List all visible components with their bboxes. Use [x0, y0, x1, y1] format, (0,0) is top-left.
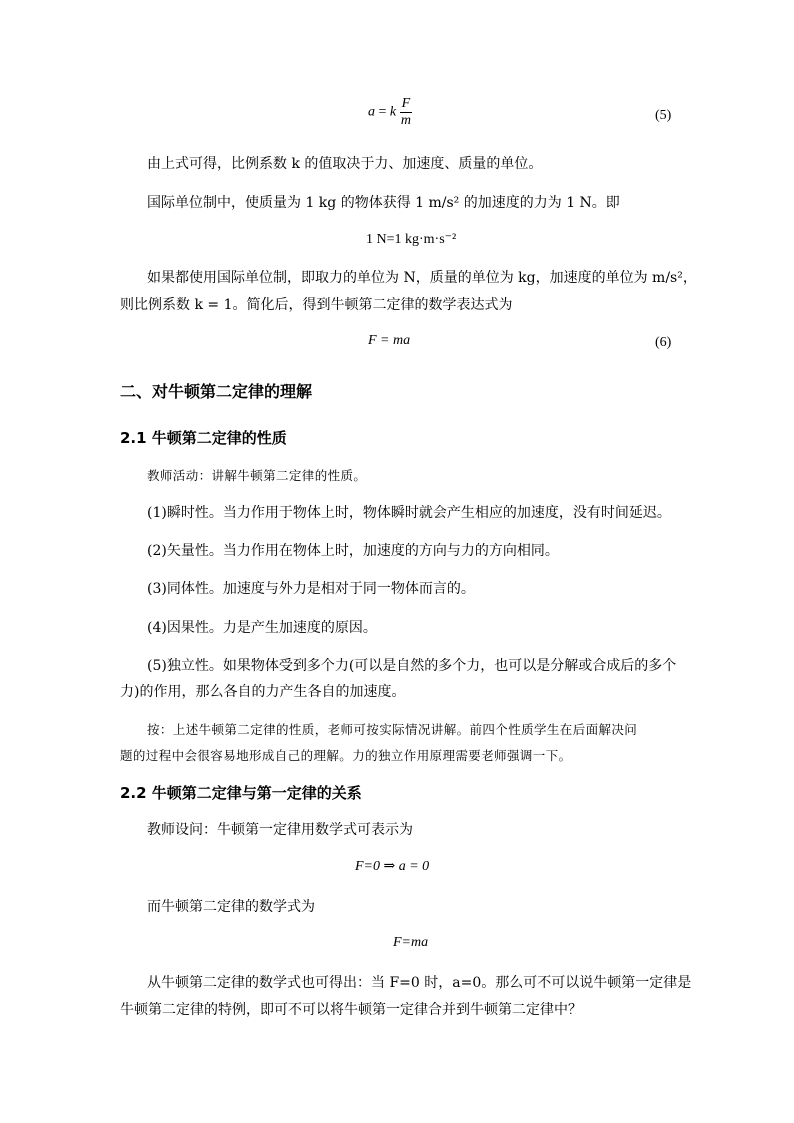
property-2: (2)矢量性。当力作用在物体上时，加速度的方向与力的方向相同。: [147, 543, 559, 559]
eq5-equals: =: [378, 104, 387, 120]
eq5-numerator: F: [401, 96, 411, 111]
equation-5-label: (5): [655, 108, 672, 123]
paragraph-si-definition: 国际单位制中，使质量为 1 kg 的物体获得 1 m/s² 的加速度的力为 1 N。即: [147, 195, 620, 211]
teacher-activity: 教师活动：讲解牛顿第二定律的性质。: [147, 468, 367, 483]
paragraph-second-law-formula: 而牛顿第二定律的数学式为: [147, 899, 315, 915]
note-line-1: 按：上述牛顿第二定律的性质，老师可按实际情况讲解。前四个性质学生在后面解决问: [147, 722, 638, 737]
equation-6-label: (6): [655, 335, 672, 350]
eq5-k: k: [389, 104, 397, 120]
property-1: (1)瞬时性。当力作用于物体上时，物体瞬时就会产生相应的加速度，没有时间延迟。: [147, 505, 671, 521]
closing-question-line2: 牛顿第二定律的特例，即可不可以将牛顿第一定律合并到牛顿第二定律中？: [120, 1002, 582, 1018]
equation-unit-newton: 1 N=1 kg·m·s⁻²: [366, 232, 457, 247]
eq5-fraction: [400, 96, 413, 129]
subsection-heading-2-2: 2.2 牛顿第二定律与第一定律的关系: [120, 784, 362, 802]
equation-6: F = ma: [368, 333, 411, 348]
property-4: (4)因果性。力是产生加速度的原因。: [147, 620, 377, 636]
equation-second-law: F=ma: [393, 935, 429, 950]
property-3: (3)同体性。加速度与外力是相对于同一物体而言的。: [147, 581, 475, 597]
paragraph-si-units-line1: 如果都使用国际单位制，即取力的单位为 N，质量的单位为 kg，加速度的单位为 m/s²，: [147, 270, 697, 286]
subsection-heading-2-1: 2.1 牛顿第二定律的性质: [120, 429, 287, 447]
closing-question-line1: 从牛顿第二定律的数学式也可得出：当 F=0 时，a=0。那么可不可以说牛顿第一定律是: [147, 975, 692, 991]
note-line-2: 题的过程中会很容易地形成自己的理解。力的独立作用原理需要老师强调一下。: [120, 748, 572, 763]
paragraph-si-units-line2: 则比例系数 k = 1。简化后，得到牛顿第二定律的数学表达式为: [120, 297, 513, 313]
section-heading-2: 二、对牛顿第二定律的理解: [120, 382, 313, 401]
paragraph-k-units: 由上式可得，比例系数 k 的值取决于力、加速度、质量的单位。: [147, 156, 543, 172]
eq5-denominator: m: [400, 113, 411, 128]
property-5-line1: (5)独立性。如果物体受到多个力(可以是自然的多个力，也可以是分解或合成后的多个: [147, 658, 677, 674]
teacher-question: 教师设问：牛顿第一定律用数学式可表示为: [147, 822, 413, 838]
equation-5: [368, 96, 412, 129]
equation-first-law: F=0 ⇒ a = 0: [355, 859, 430, 874]
property-5-line2: 力)的作用，那么各自的力产生各自的加速度。: [120, 684, 406, 700]
eq5-lhs: a: [368, 104, 375, 120]
